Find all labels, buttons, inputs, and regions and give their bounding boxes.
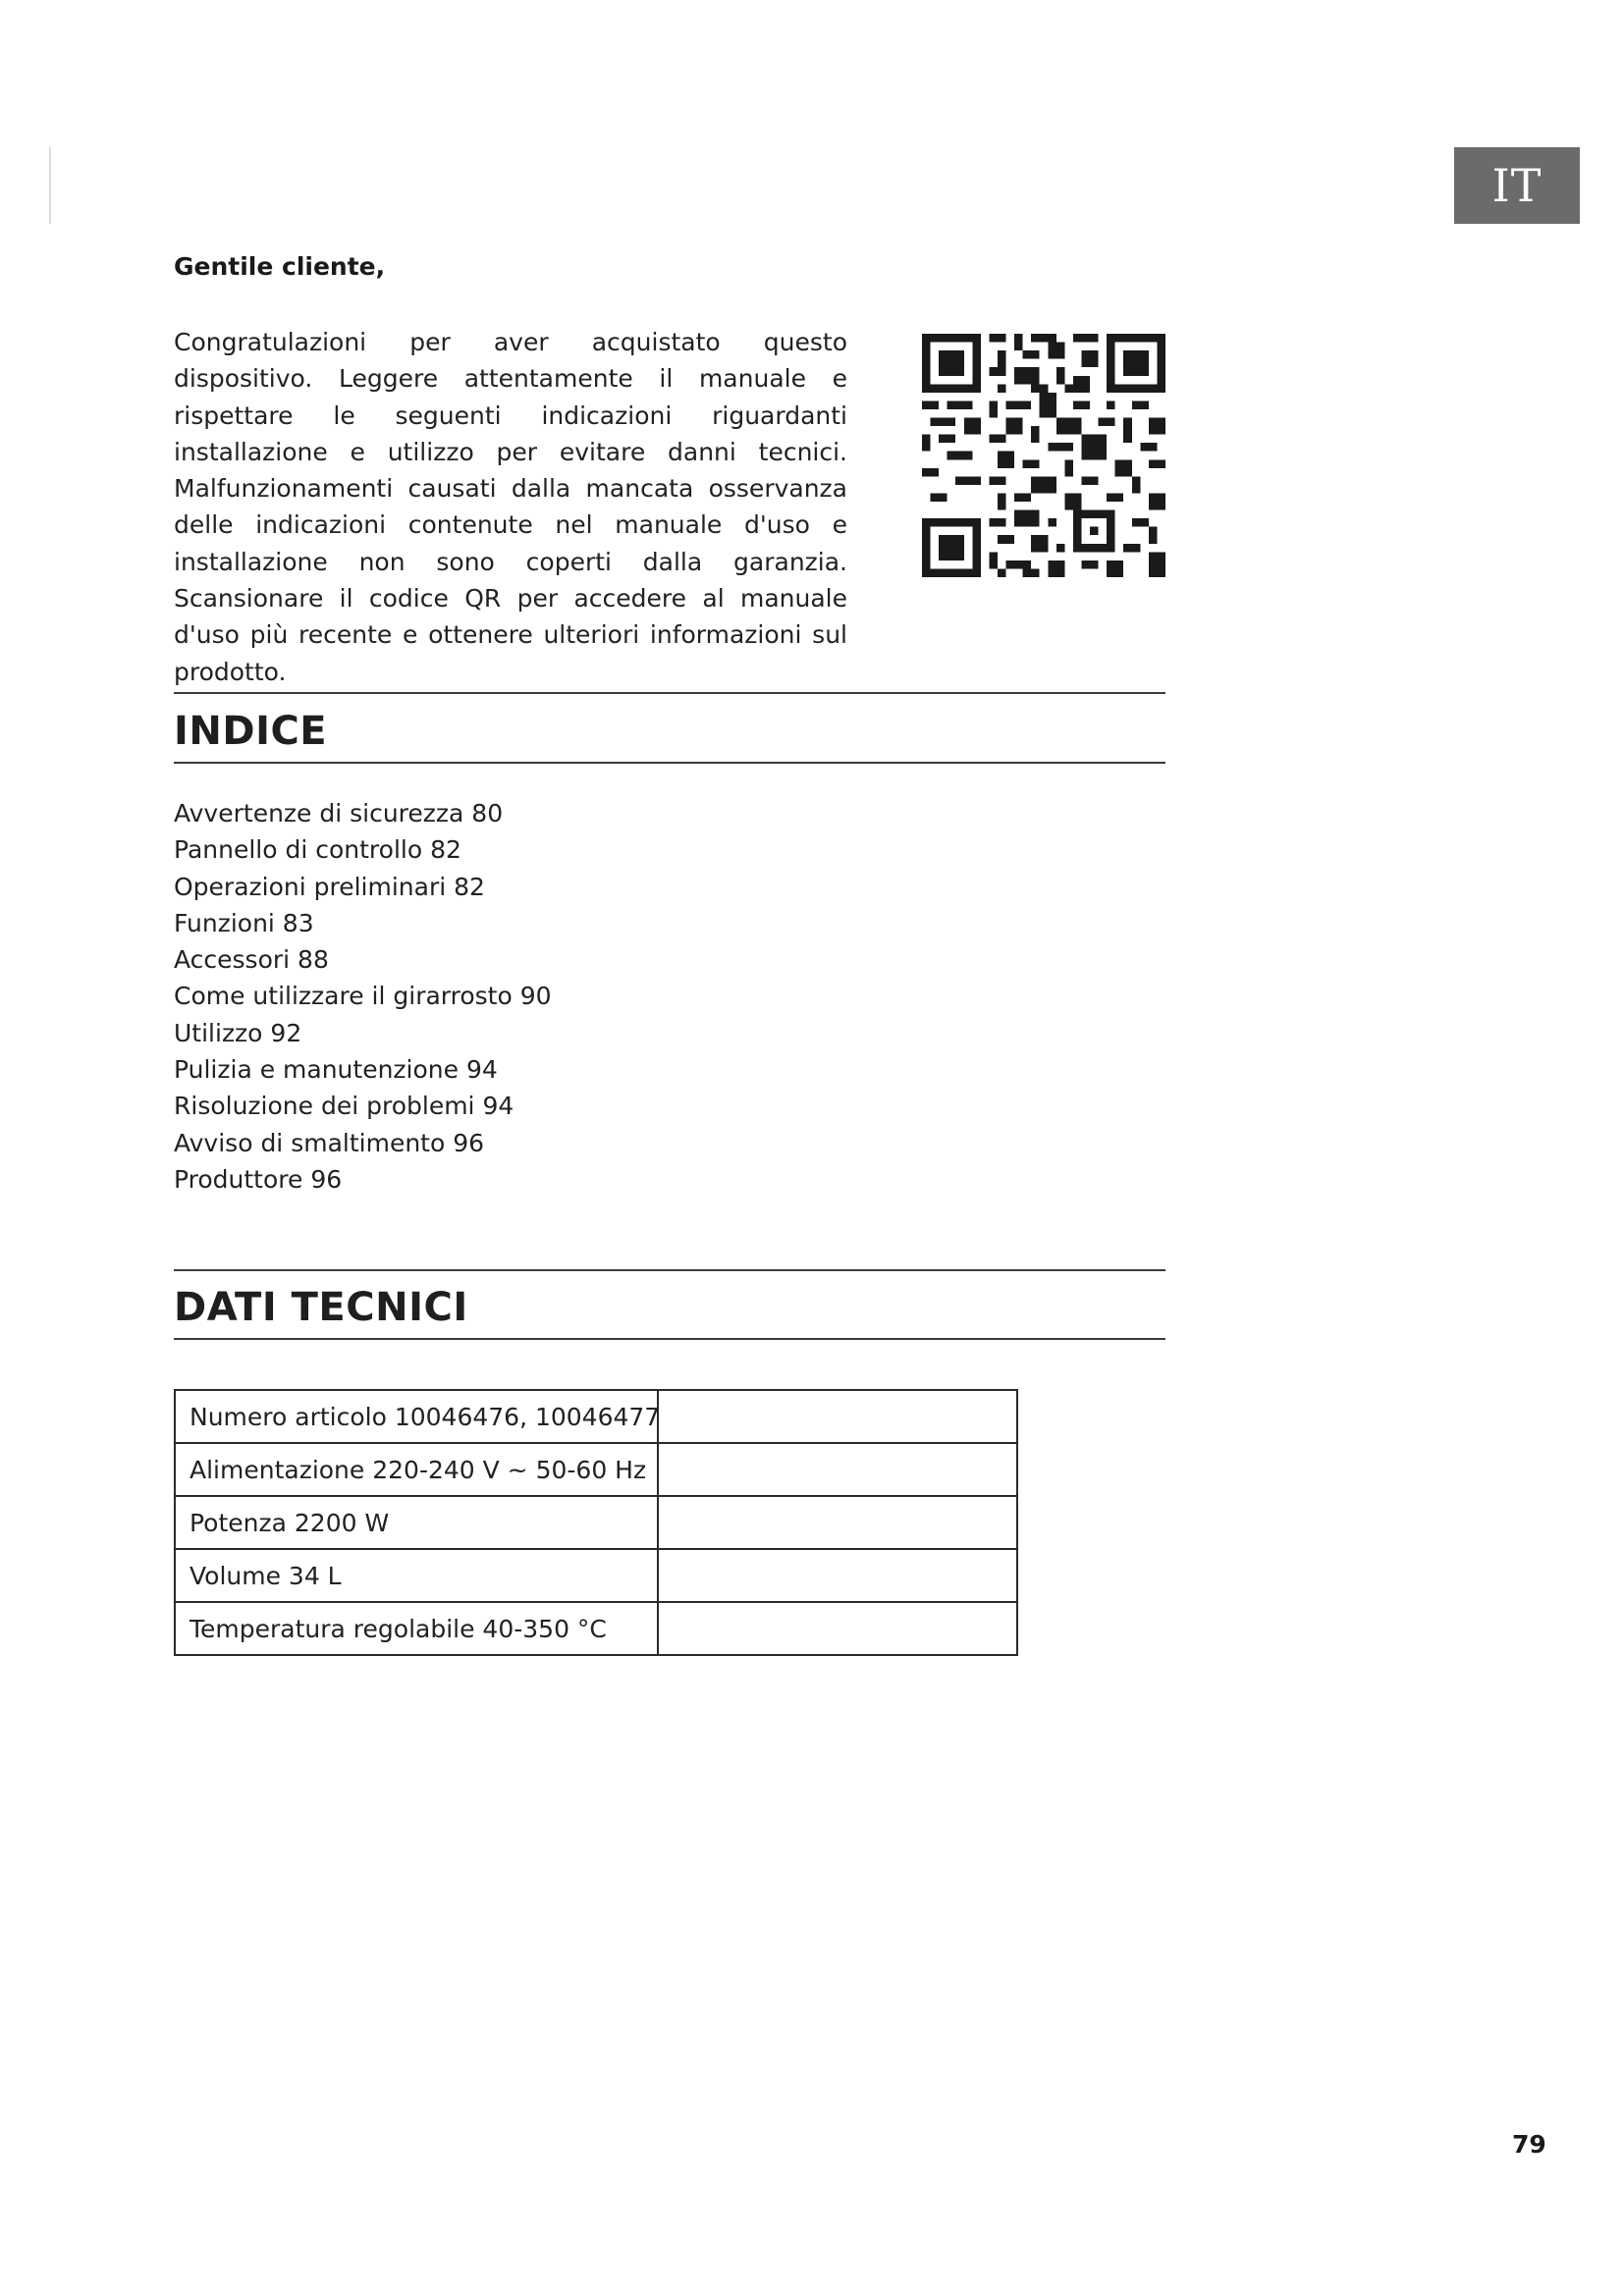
page-number: 79 bbox=[1512, 2130, 1546, 2159]
toc-item: Avviso di smaltimento 96 bbox=[174, 1128, 485, 1157]
spec-text: Alimentazione 220-240 V ~ 50-60 Hz bbox=[189, 1455, 647, 1484]
language-tab: IT bbox=[1454, 147, 1580, 224]
table-cell-empty bbox=[658, 1496, 1017, 1549]
spec-text: Temperatura regolabile 40-350 °C bbox=[189, 1614, 607, 1643]
table-row bbox=[175, 1602, 1017, 1655]
qr-code-icon[interactable] bbox=[922, 334, 1165, 577]
toc-item: Pannello di controllo 82 bbox=[174, 835, 461, 865]
table-cell bbox=[175, 1443, 658, 1496]
table-cell-empty bbox=[658, 1390, 1017, 1443]
tech-data-bottom-rule bbox=[174, 1338, 1165, 1340]
table-row bbox=[175, 1549, 1017, 1602]
toc-item: Utilizzo 92 bbox=[174, 1018, 302, 1047]
tech-data-heading: DATI TECNICI bbox=[174, 1285, 468, 1330]
table-cell bbox=[175, 1549, 658, 1602]
toc-item: Pulizia e manutenzione 94 bbox=[174, 1055, 498, 1085]
table-cell bbox=[175, 1602, 658, 1655]
table-row bbox=[175, 1443, 1017, 1496]
intro-paragraph: Congratulazioni per aver acquistato questo dispositivo. Leggere attentamente il manuale e rispettare le seguenti indicazioni riguardanti installazione e utilizzo per evitare danni tecnici. Malfunzionamenti causati dalla mancata osservanza delle indicazioni contenute nel manuale d'uso e installazione non sono coperti dalla garanzia. Scansionare il codice QR per accedere al manuale d'uso più recente e ottenere ulteriori informazioni sul prodotto. bbox=[174, 328, 847, 686]
table-cell-empty bbox=[658, 1443, 1017, 1496]
table-of-contents bbox=[174, 795, 552, 1198]
tech-data-top-rule bbox=[174, 1269, 1165, 1271]
table-cell-empty bbox=[658, 1602, 1017, 1655]
index-bottom-rule bbox=[174, 762, 1165, 764]
table-cell bbox=[175, 1496, 658, 1549]
tech-data-table bbox=[174, 1389, 1018, 1656]
toc-item: Come utilizzare il girarrosto 90 bbox=[174, 982, 552, 1011]
spec-text: Potenza 2200 W bbox=[189, 1508, 390, 1537]
spec-text: Volume 34 L bbox=[189, 1561, 342, 1590]
table-cell bbox=[175, 1390, 661, 1443]
toc-item: Funzioni 83 bbox=[174, 908, 314, 937]
toc-item: Produttore 96 bbox=[174, 1164, 343, 1194]
toc-item: Risoluzione dei problemi 94 bbox=[174, 1092, 514, 1121]
page-edge-rule bbox=[49, 147, 51, 224]
spec-text: Numero articolo 10046476, 10046477 bbox=[189, 1402, 661, 1431]
toc-item: Avvertenze di sicurezza 80 bbox=[174, 799, 504, 828]
index-top-rule bbox=[174, 692, 1165, 694]
index-heading: INDICE bbox=[174, 709, 328, 754]
toc-item: Accessori 88 bbox=[174, 945, 329, 975]
table-row bbox=[175, 1390, 1017, 1443]
table-cell-empty bbox=[658, 1549, 1017, 1602]
table-row bbox=[175, 1496, 1017, 1549]
toc-item: Operazioni preliminari 82 bbox=[174, 872, 485, 901]
salutation: Gentile cliente, bbox=[174, 252, 386, 281]
